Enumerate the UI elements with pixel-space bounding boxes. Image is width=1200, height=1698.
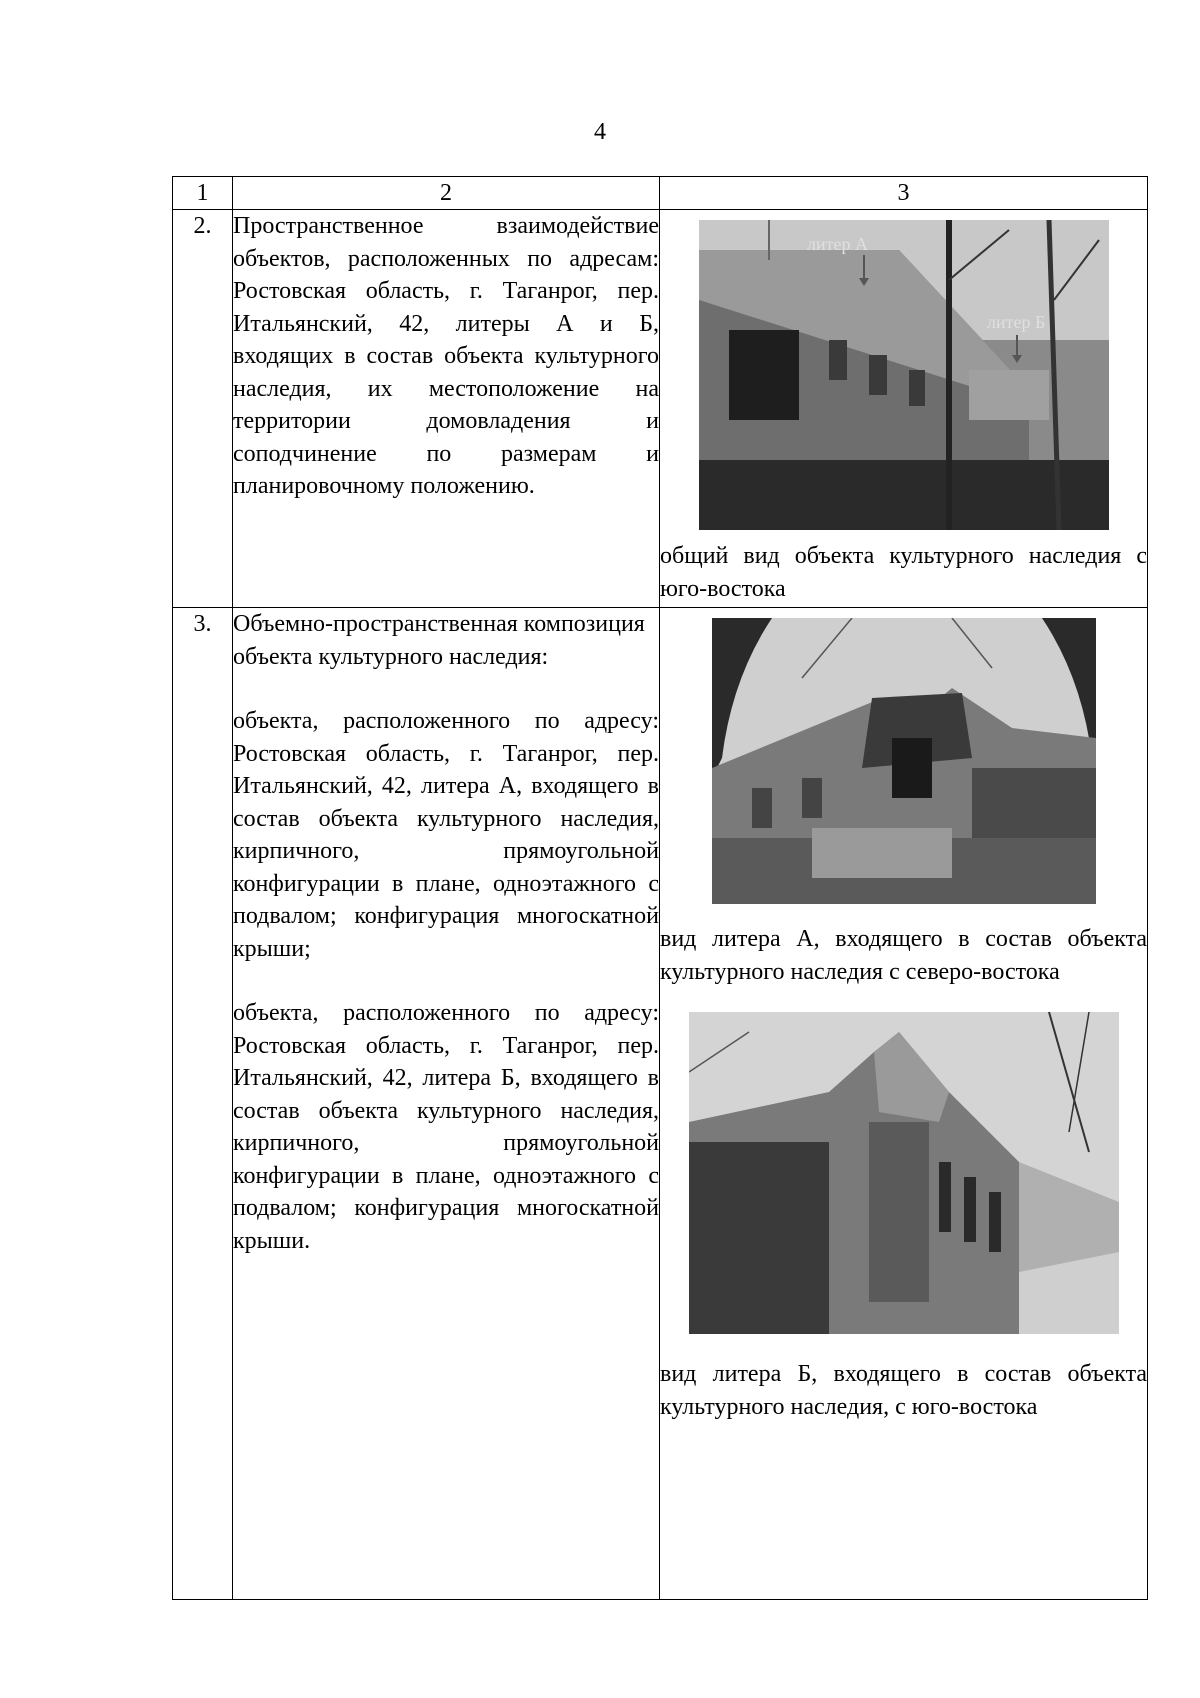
photo-label-liter-b: литер Б <box>986 312 1045 332</box>
photo-caption: вид литера Б, входящего в состав объекта культурного наследия, с юго-востока <box>660 1361 1147 1420</box>
building-photo-liter-b <box>689 1012 1119 1334</box>
header-cell-3: 3 <box>660 177 1148 210</box>
table-header-row <box>173 177 1148 210</box>
header-cell-1: 1 <box>173 177 233 210</box>
table-row <box>173 608 1148 1600</box>
row-number: 2. <box>173 210 233 608</box>
photo-cell <box>660 210 1148 608</box>
building-photo-liter-a <box>712 618 1096 904</box>
page-number: 4 <box>594 119 606 145</box>
description-paragraph: объекта, расположенного по адресу: Ростовская область, г. Таганрог, пер. Итальянский, 42, литера А, входящего в состав объекта культурного наследия, кирпичного, прямоугольной конфигурации в плане, одноэтажного с подвалом; конфигурация многоскатной крыши; <box>233 708 659 962</box>
photo-cell <box>660 608 1148 1600</box>
description-paragraph: Пространственное взаимодействие объектов, расположенных по адресам: Ростовская область, г. Таганрог, пер. Итальянский, 42, литеры А и Б, входящих в состав объекта культурного наследия, их местоположение на территории домовладения и соподчинение по размерам и планировочному положению. <box>233 213 659 499</box>
description-cell <box>233 608 660 1600</box>
table-row <box>173 210 1148 608</box>
building-photo-southeast <box>699 220 1109 530</box>
row-number: 3. <box>173 608 233 1600</box>
header-cell-2: 2 <box>233 177 660 210</box>
description-cell <box>233 210 660 608</box>
document-table <box>172 176 1148 1600</box>
description-paragraph: объекта, расположенного по адресу: Ростовская область, г. Таганрог, пер. Итальянский, 42, литера Б, входящего в состав объекта культурного наследия, кирпичного, прямоугольной конфигурации в плане, одноэтажного с подвалом; конфигурация многоскатной крыши. <box>233 1000 659 1254</box>
description-paragraph: Объемно-пространственная композиция объекта культурного наследия: <box>233 611 645 670</box>
photo-label-liter-a: литер А <box>806 234 868 254</box>
photo-caption: вид литера А, входящего в состав объекта культурного наследия с северо-востока <box>660 926 1147 985</box>
photo-caption: общий вид объекта культурного наследия с юго-востока <box>660 543 1147 602</box>
